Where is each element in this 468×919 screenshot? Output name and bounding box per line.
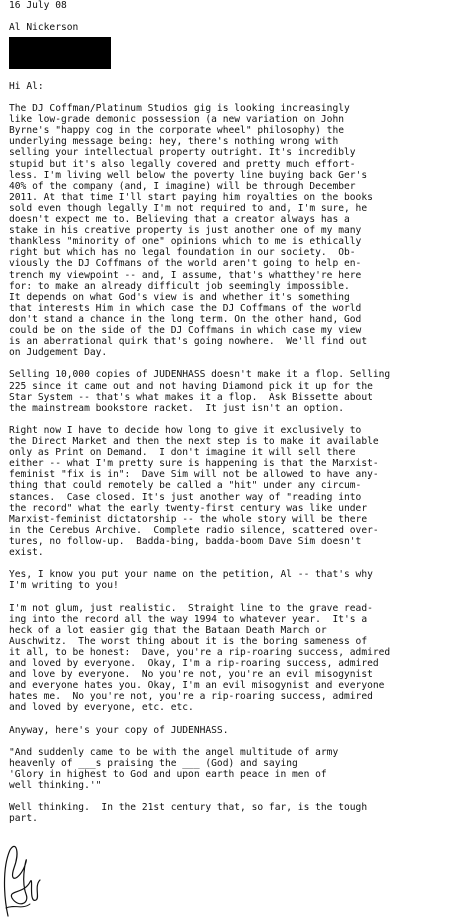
body-line: only as Print on Demand. I don't imagine it will sell there: [9, 447, 356, 459]
body-line: the record" what the early twenty-first century was like under: [9, 502, 368, 514]
letter-date: 16 July 08: [9, 0, 67, 11]
body-line: in the Cerebus Archive. Complete radio silence, scattered over-: [9, 524, 379, 536]
body-line: thankless "minority of one" opinions which to me is ethically: [9, 236, 362, 248]
body-line: the Direct Market and then the next step is to make it available: [9, 436, 379, 447]
body-line: Yes, I know you put your name on the petition, Al -- that's why: [9, 569, 373, 581]
body-line: and loved by everyone, etc. etc.: [9, 702, 194, 714]
body-line: Marxist-feminist dictatorship -- the whole story will be there: [9, 513, 368, 525]
body-line: stupid but it's also legally covered and pretty much effort-: [9, 158, 356, 170]
body-line: stances. Case closed. It's just another way of "reading into: [9, 491, 362, 503]
body-line: ing into the record all the way 1994 to whatever year. It's a: [9, 613, 368, 625]
body-line: Right now I have to decide how long to give it exclusively to: [9, 424, 362, 436]
body-line: trench my viewpoint -- and, I assume, that's whatthey're here: [9, 269, 362, 281]
body-line: 225 since it came out and not having Diamond pick it up for the: [9, 380, 373, 392]
body-line: 'Glory in highest to God and upon earth peace in men of: [9, 769, 327, 780]
body-line: tures, no follow-up. Badda-bing, badda-boom Dave Sim doesn't: [9, 535, 362, 547]
body-line: hates me. No you're not, you're a rip-roaring success, admired: [9, 691, 373, 703]
body-line: and loved by everyone. Okay, I'm a rip-roaring success, admired: [9, 658, 379, 669]
body-line: less. I'm living well below the poverty line buying back Ger's: [9, 169, 368, 181]
body-line: right but which has no legal foundation in our society. Ob-: [9, 247, 356, 259]
body-line: The DJ Coffman/Platinum Studios gig is looking increasingly: [9, 103, 350, 114]
body-line: sold even though legally I'm not required to and, I'm sure, he: [9, 202, 368, 214]
body-line: 40% of the company (and, I imagine) will be through December: [9, 180, 356, 192]
body-line: and love by everyone. No you're not, you're an evil misogynist: [9, 669, 373, 681]
body-line: either -- what I'm pretty sure is happening is that the Marxist-: [9, 458, 379, 470]
body-line: I'm writing to you!: [9, 580, 119, 592]
body-line: could be on the side of the DJ Coffmans in which case my view: [9, 325, 362, 336]
body-line: Byrne's "happy cog in the corporate wheel" philosophy) the: [9, 125, 345, 137]
body-line: and everyone hates you. Okay, I'm an evil misogynist and everyone: [9, 680, 385, 692]
body-line: it all, to be honest: Dave, you're a rip-roaring success, admired: [9, 646, 391, 658]
body-line: don't stand a chance in the long term. On the other hand, God: [9, 313, 362, 325]
recipient-name: Al Nickerson: [9, 22, 79, 33]
body-line: exist.: [9, 547, 44, 558]
body-line: thing that could remotely be called a "hit" under any circum-: [9, 480, 362, 492]
body-line: Auschwitz. The worst thing about it is the boring sameness of: [9, 635, 368, 647]
body-line: selling your intellectual property outright. It's incredibly: [9, 147, 356, 159]
body-line: Selling 10,000 copies of JUDENHASS doesn't make it a flop. Selling: [9, 369, 391, 381]
body-line: part.: [9, 813, 38, 825]
body-line: is an aberrational quirk that's going nowhere. We'll find out: [9, 336, 368, 348]
body-line: heavenly of ___s praising the ___ (God) and saying: [9, 757, 298, 769]
body-line: Star System -- that's what makes it a flop. Ask Bissette about: [9, 391, 373, 403]
body-line: 2011. At that time I'll start paying him royalties on the books: [9, 191, 373, 203]
body-line: for: to make an already difficult job seemingly impossible.: [9, 280, 350, 292]
body-line: well thinking.'": [9, 780, 102, 792]
body-line: like low-grade demonic possession (a new variation on John: [9, 114, 345, 126]
body-line: underlying message being: hey, there's nothing wrong with: [9, 136, 339, 148]
signature-mark: [0, 838, 50, 918]
body-line: "And suddenly came to be with the angel multitude of army: [9, 746, 339, 758]
redacted-address-block: [9, 37, 111, 69]
body-line: I'm not glum, just realistic. Straight line to the grave read-: [9, 602, 373, 614]
body-line: the mainstream bookstore racket. It just isn't an option.: [9, 402, 345, 414]
body-line: doesn't expect me to. Believing that a creator always has a: [9, 214, 350, 225]
body-line: feminist "fix is in": Dave Sim will not be allowed to have any-: [9, 469, 379, 481]
body-line: It depends on what God's view is and whether it's something: [9, 291, 350, 303]
body-line: Anyway, here's your copy of JUDENHASS.: [9, 724, 229, 736]
body-line: viously the DJ Coffmans of the world aren't going to help en-: [9, 258, 362, 270]
body-line: Well thinking. In the 21st century that, so far, is the tough: [9, 802, 368, 814]
body-line: that interests Him in which case the DJ Coffmans of the world: [9, 302, 362, 314]
body-line: stake in his creative property is just another one of my many: [9, 225, 362, 237]
body-line: on Judgement Day.: [9, 347, 108, 359]
greeting: Hi Al:: [9, 81, 44, 92]
body-line: heck of a lot easier gig that the Bataan Death March or: [9, 624, 327, 636]
